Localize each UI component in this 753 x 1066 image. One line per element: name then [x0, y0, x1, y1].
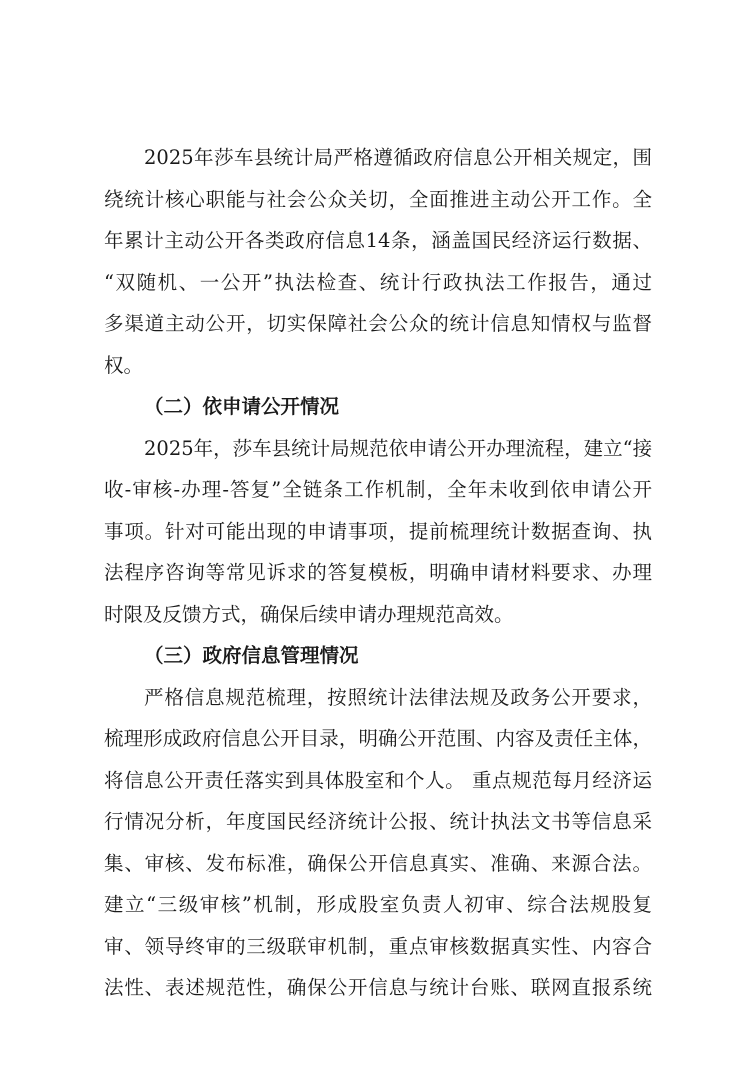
section-heading-2: （二）依申请公开情况 [144, 395, 340, 418]
paragraph-1-line-6: 权。 [104, 354, 144, 377]
paragraph-3-line-8: 法性、表述规范性，确保公开信息与统计台账、联网直报系统 [104, 976, 652, 999]
paragraph-2-line-1: 2025年，莎车县统计局规范依申请公开办理流程，建立“接 [144, 437, 652, 460]
paragraph-2-line-5: 时限及反馈方式，确保后续申请办理规范高效。 [104, 603, 514, 626]
paragraph-1-line-1: 2025年莎车县统计局严格遵循政府信息公开相关规定，围 [144, 146, 652, 169]
paragraph-2-line-4: 法程序咨询等常见诉求的答复模板，明确申请材料要求、办理 [104, 561, 652, 584]
paragraph-3-line-4: 行情况分析，年度国民经济统计公报、统计执法文书等信息采 [104, 810, 652, 833]
paragraph-1-line-2: 绕统计核心职能与社会公众关切，全面推进主动公开工作。全 [104, 188, 652, 211]
paragraph-3-line-1: 严格信息规范梳理，按照统计法律法规及政务公开要求， [144, 686, 652, 709]
paragraph-2-line-2: 收-审核-办理-答复”全链条工作机制，全年未收到依申请公开 [104, 478, 652, 501]
paragraph-1-line-5: 多渠道主动公开，切实保障社会公众的统计信息知情权与监督 [104, 312, 652, 335]
paragraph-3-line-7: 审、领导终审的三级联审机制，重点审核数据真实性、内容合 [104, 935, 652, 958]
paragraph-1-line-3: 年累计主动公开各类政府信息14条，涵盖国民经济运行数据、 [104, 229, 652, 252]
paragraph-2-line-3: 事项。针对可能出现的申请事项，提前梳理统计数据查询、执 [104, 520, 652, 543]
paragraph-3-line-5: 集、审核、发布标准，确保公开信息真实、准确、来源合法。 [104, 852, 652, 875]
paragraph-3-line-2: 梳理形成政府信息公开目录，明确公开范围、内容及责任主体， [104, 727, 652, 750]
paragraph-1-line-4: “双随机、一公开”执法检查、统计行政执法工作报告，通过 [104, 271, 652, 294]
paragraph-3-line-6: 建立“三级审核”机制，形成股室负责人初审、综合法规股复 [104, 893, 652, 916]
paragraph-3-line-3: 将信息公开责任落实到具体股室和个人。 重点规范每月经济运 [104, 769, 652, 792]
section-heading-3: （三）政府信息管理情况 [144, 644, 359, 667]
